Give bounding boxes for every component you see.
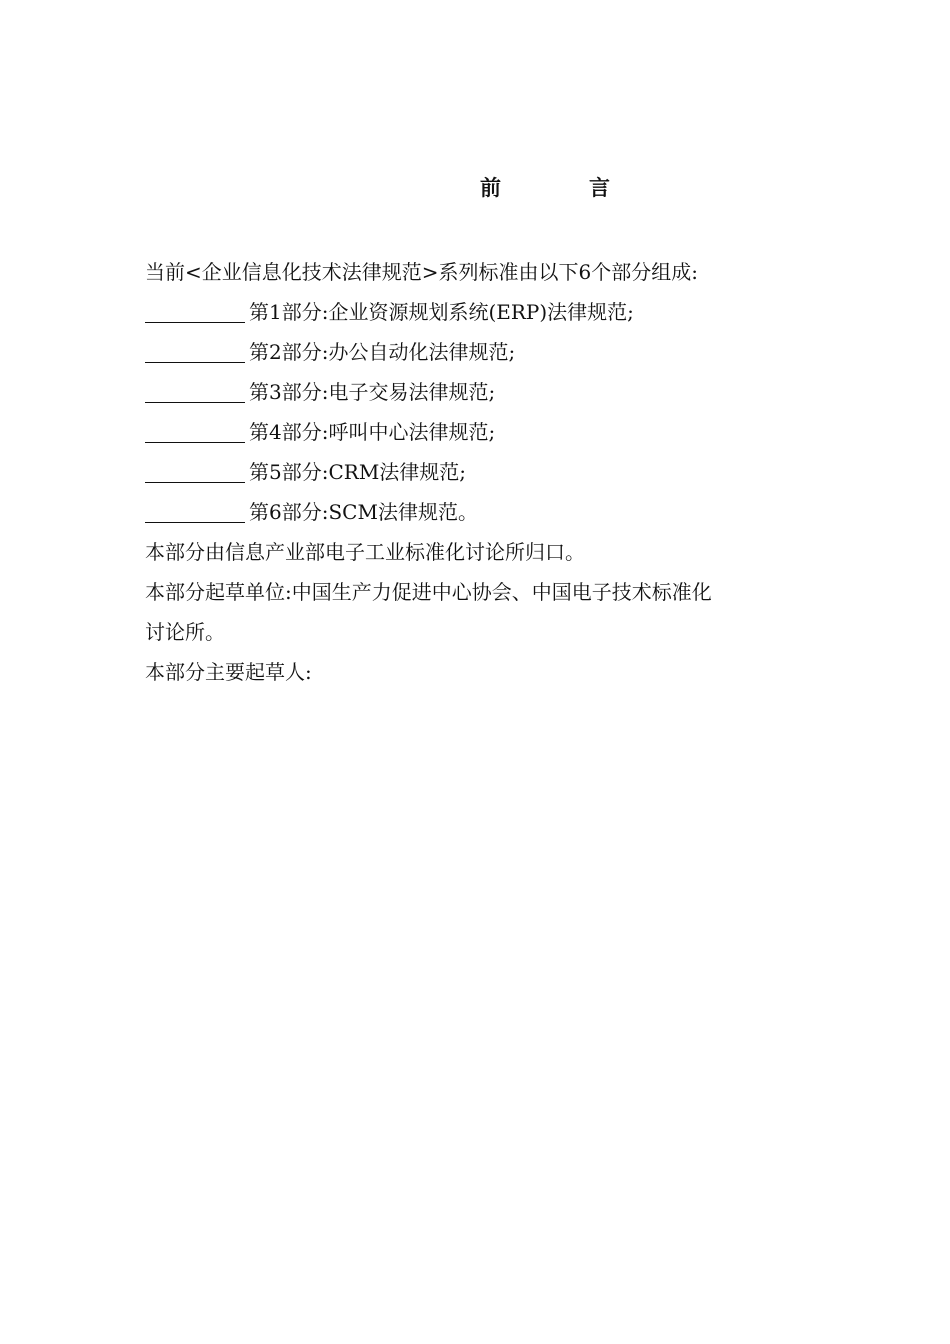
main-drafters: 本部分主要起草人: (145, 660, 312, 684)
part-text: 第5部分:CRM法律规范; (249, 460, 467, 484)
centralized-statement: 本部分由信息产业部电子工业标准化讨论所归口。 (145, 540, 585, 564)
title-char-2: 言 (589, 175, 610, 200)
blank-underline (145, 338, 245, 363)
page-title (480, 172, 610, 202)
part-item (145, 412, 825, 452)
part-item (145, 372, 825, 412)
blank-underline (145, 418, 245, 443)
part-item (145, 292, 825, 332)
drafting-units-line-2: 讨论所。 (145, 620, 225, 644)
part-text: 第2部分:办公自动化法律规范; (249, 340, 516, 364)
part-text: 第1部分:企业资源规划系统(ERP)法律规范; (249, 300, 634, 324)
drafting-units-line-1: 本部分起草单位:中国生产力促进中心协会、中国电子技术标准化 (145, 580, 712, 604)
part-item (145, 492, 825, 532)
part-text: 第6部分:SCM法律规范。 (249, 500, 478, 524)
part-text: 第3部分:电子交易法律规范; (249, 380, 496, 404)
blank-underline (145, 378, 245, 403)
part-item (145, 332, 825, 372)
preface-body (145, 252, 825, 692)
blank-underline (145, 458, 245, 483)
blank-underline (145, 298, 245, 323)
intro-paragraph: 当前<企业信息化技术法律规范>系列标准由以下6个部分组成: (145, 260, 698, 284)
blank-underline (145, 498, 245, 523)
part-text: 第4部分:呼叫中心法律规范; (249, 420, 496, 444)
title-char-1: 前 (480, 175, 501, 200)
part-item (145, 452, 825, 492)
